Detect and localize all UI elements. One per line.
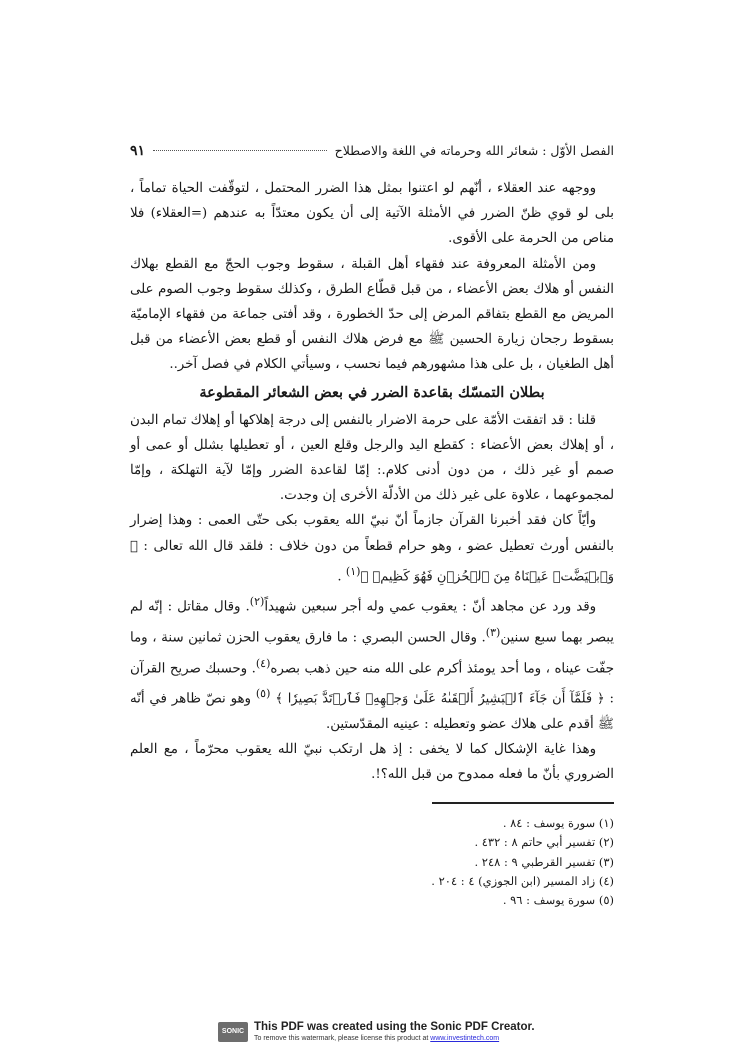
paragraph-5-c: . وقال الحسن البصري : ما فارق يعقوب الحزن ثمانين سنة ، وما جفّت عيناه ، وما أحد يومئذ أكرم على الله منه حين ذهب بصره xyxy=(130,630,614,677)
pdf-watermark xyxy=(218,1021,535,1055)
footnotes xyxy=(300,814,614,910)
paragraph-5-a: وقد ورد عن مجاهد أنّ : يعقوب عمي وله أجر سبعين شهيداً xyxy=(264,599,596,615)
section-heading: بطلان التمسّك بقاعدة الضرر في بعض الشعائر المقطوعة xyxy=(199,383,545,401)
footnote-ref-5: (٥) xyxy=(255,687,271,701)
paragraph-5-e: وهو نصّ ظاهر في أنّه ﷺ أقدم على هلاك عضو وتعطيله : عينيه المقدّستين. xyxy=(130,691,614,732)
paragraph-5-d: . وحسبك صريح القرآن : xyxy=(130,661,614,707)
footnote-4: (٤) زاد المسير (ابن الجوزي) ٤ : ٢٠٤ . xyxy=(431,873,614,888)
footnote-ref-4: (٤) xyxy=(255,656,271,670)
paragraph-3: قلنا : قد اتفقت الأمّة على حرمة الاضرار بالنفس إلى درجة إهلاكها أو إهلاك تمام البدن ، أو إهلاك بعض الأعضاء : كقطع اليد والرجل وقلع العين ، أو تعطيلها بشلل أو عمى أو صمم أو غير ذلك ، من دون أدنى كلام.: إمّا لقاعدة الضرر وإمّا لآية التهلكة ، وإمّا لمجموعهما ، علاوة على غير ذلك من الأدلّة الأخرى إن وجدت. xyxy=(130,412,614,504)
paragraph-4 xyxy=(130,508,614,589)
footnote-2: (٢) تفسير أبي حاتم ٨ : ٤٣٢ . xyxy=(474,835,614,850)
watermark-line-2-prefix: To remove this watermark, please license this product at xyxy=(254,1035,429,1042)
paragraph-1: ووجهه عند العقلاء ، أنّهم لو اعتنوا بمثل هذا الضرر المحتمل ، لتوقّفت الحياة تماماً ، بلى لو قوي ظنّ الضرر في الأمثلة الآتية إلى أن يكون معتدّاً به عندهم (=العقلاء) فلا مناص من الحرمة على الأقوى. xyxy=(130,181,614,247)
footnote-3: (٣) تفسير القرطبي ٩ : ٢٤٨ . xyxy=(474,854,614,869)
footnote-5: (٥) سورة يوسف : ٩٦ . xyxy=(502,893,614,908)
paragraph-4-text: وأيّاً كان فقد أخبرنا القرآن جازماً أنّ نبيّ الله يعقوب بكى حتّى العمى : وهذا إضرار بالنفس أورث تعطيل عضو ، وهو حرام قطعاً من دون خلاف : فلقد قال الله تعالى : xyxy=(130,513,614,554)
footnote-ref-1: (١) xyxy=(345,564,361,578)
paragraph-5 xyxy=(130,589,614,737)
main-text xyxy=(130,176,614,788)
paragraph-2: ومن الأمثلة المعروفة عند فقهاء أهل القبلة ، سقوط وجوب الحجّ مع القطع بهلاك النفس أو هلاك بعض الأعضاء ، من قبل قطّاع الطرق ، وكذلك سقوط وجوب الصوم على المريض مع القطع بتفاقم المرض إلى حدّ الخطورة ، وقد أفتى جماعة من فقهاء الإماميّة بسقوط رجحان زيارة الحسين ﷺ مع فرض هلاك النفس أو قطع بعض الأعضاء من قبل أهل الطغيان ، بل على هذا مشهورهم فيما نحسب ، وسيأتي الكلام في فصل آخر.. xyxy=(130,256,614,373)
watermark-line-2 xyxy=(254,1035,499,1042)
quran-verse-2: ﴿ فَلَمَّآ أَن جَآءَ ٱلۡبَشِيرُ أَلۡقَىٰهُ عَلَىٰ وَجۡهِهِۦ فَٱرۡتَدَّ بَصِيرٗا ﴾ xyxy=(275,691,605,707)
sonic-pdf-logo-icon: SONIC PDF xyxy=(218,1022,248,1042)
chapter-title: الفصل الأوّل : شعائر الله وحرماته في اللغة والاصطلاح xyxy=(334,143,614,158)
footnote-separator xyxy=(432,802,614,804)
header-leader-dots xyxy=(153,150,327,151)
paragraph-4-end: . xyxy=(337,569,342,585)
quran-verse-1: ﴿ وَٱبۡيَضَّتۡ عَيۡنَاهُ مِنَ ٱلۡحُزۡنِ فَهُوَ كَظِيمٞ ﴾ xyxy=(130,538,614,585)
footnote-ref-2: (٢) xyxy=(249,595,265,609)
footnote-1: (١) سورة يوسف : ٨٤ . xyxy=(502,816,614,830)
paragraph-5-b: . وقال مقاتل : إنّه لم يبصر بهما سبع سنين xyxy=(130,599,614,646)
page-number: ٩١ xyxy=(130,143,146,159)
watermark-line-1: This PDF was created using the Sonic PDF Creator. xyxy=(254,1021,535,1033)
running-header xyxy=(130,143,614,163)
watermark-link[interactable]: www.investintech.com xyxy=(430,1035,500,1042)
footnote-ref-3: (٣) xyxy=(485,626,501,640)
paragraph-6: وهذا غاية الإشكال كما لا يخفى : إذ هل ارتكب نبيّ الله يعقوب محرّماً ، مع العلم الضروري بأنّ ما فعله ممدوح من قبل الله؟!. xyxy=(130,742,614,783)
